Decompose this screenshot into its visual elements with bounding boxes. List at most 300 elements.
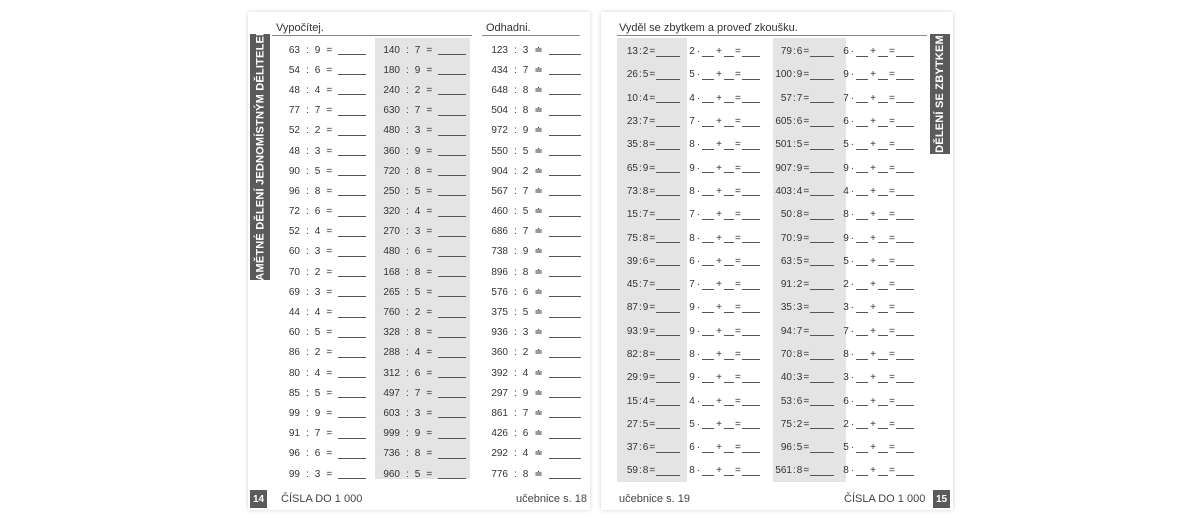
- answer-blank: [656, 466, 680, 476]
- check-blank: [878, 303, 888, 313]
- answer-blank: [656, 163, 680, 173]
- answer-blank: [656, 233, 680, 243]
- op-equals: =: [649, 139, 656, 151]
- check-blank: [742, 210, 760, 220]
- op-equals: =: [649, 395, 656, 407]
- dividend: 720: [383, 165, 400, 177]
- op-divide: :: [406, 407, 409, 419]
- divisor: 9: [522, 125, 529, 137]
- op-equals: =: [803, 395, 810, 407]
- check-blank: [878, 396, 888, 406]
- op-divide: :: [306, 125, 309, 137]
- answer-blank: [656, 47, 680, 57]
- remainder-row: [773, 203, 914, 226]
- op-divide: :: [639, 185, 642, 197]
- op-equals: =: [803, 325, 810, 337]
- exercise-row: [278, 222, 366, 242]
- op-divide: :: [793, 232, 796, 244]
- dividend: 99: [288, 468, 300, 480]
- exercise-row: [378, 424, 466, 444]
- answer-blank: [549, 166, 581, 176]
- answer-blank: [656, 140, 680, 150]
- remainder-row: [619, 413, 760, 436]
- answer-blank: [810, 303, 834, 313]
- remainder-row: [773, 320, 914, 343]
- dividend: 77: [288, 105, 300, 117]
- exercise-row: [378, 242, 466, 262]
- op-divide: :: [406, 327, 409, 339]
- divisor: 5: [414, 286, 421, 298]
- divisor: 9: [522, 246, 529, 258]
- op-plus: +: [870, 92, 876, 104]
- dividend: 69: [288, 286, 300, 298]
- op-multiply: ·: [850, 46, 855, 58]
- op-equals: ≐: [534, 246, 543, 258]
- op-equals: =: [649, 325, 656, 337]
- op-equals: =: [326, 206, 333, 218]
- op-multiply: ·: [696, 465, 701, 477]
- op-equals: =: [426, 367, 433, 379]
- check-divisor: 7: [689, 209, 695, 221]
- divisor: 9: [642, 325, 649, 337]
- answer-blank: [549, 126, 581, 136]
- op-divide: :: [406, 367, 409, 379]
- check-blank: [702, 326, 714, 336]
- exercise-row: [378, 101, 466, 121]
- divisor: 8: [414, 266, 421, 278]
- divisor: 3: [522, 327, 529, 339]
- op-equals: ≐: [534, 206, 543, 218]
- divisor: 7: [642, 116, 649, 128]
- check-blank: [724, 117, 734, 127]
- op-plus: +: [870, 279, 876, 291]
- remainder-row: [619, 180, 760, 203]
- check-blank: [742, 350, 760, 360]
- check-divisor: 6: [843, 46, 849, 58]
- dividend: 738: [491, 246, 508, 258]
- op-plus: +: [716, 325, 722, 337]
- op-divide: :: [306, 367, 309, 379]
- op-divide: :: [406, 44, 409, 56]
- op-divide: :: [406, 347, 409, 359]
- op-divide: :: [793, 46, 796, 58]
- exercise-row: [378, 383, 466, 403]
- op-equals: =: [326, 145, 333, 157]
- divisor: 5: [522, 145, 529, 157]
- exercise-row: [278, 181, 366, 201]
- op-equals: =: [734, 395, 741, 407]
- exercise-row: [278, 242, 366, 262]
- answer-blank: [338, 65, 366, 75]
- check-blank: [878, 186, 888, 196]
- op-equals: =: [803, 279, 810, 291]
- divisor: 7: [522, 226, 529, 238]
- answer-blank: [438, 408, 466, 418]
- divisor: 2: [642, 46, 649, 58]
- op-divide: :: [514, 266, 517, 278]
- check-blank: [856, 117, 868, 127]
- dividend: 53: [780, 395, 792, 407]
- instruction-calculate: Vypočítej.: [276, 22, 324, 34]
- divisor: 4: [314, 307, 321, 319]
- check-blank: [896, 186, 914, 196]
- op-equals: =: [888, 162, 895, 174]
- exercise-row: [378, 80, 466, 100]
- remainder-row: [773, 87, 914, 110]
- check-divisor: 4: [689, 395, 695, 407]
- op-equals: =: [426, 307, 433, 319]
- op-equals: =: [426, 206, 433, 218]
- answer-blank: [549, 247, 581, 257]
- remainder-row: [773, 156, 914, 179]
- answer-blank: [338, 408, 366, 418]
- op-equals: =: [426, 327, 433, 339]
- check-blank: [856, 350, 868, 360]
- op-equals: =: [803, 372, 810, 384]
- instruction-estimate: Odhadni.: [486, 22, 531, 34]
- answer-blank: [810, 326, 834, 336]
- op-equals: =: [803, 92, 810, 104]
- check-blank: [856, 140, 868, 150]
- exercise-row: [378, 262, 466, 282]
- divisor: 5: [522, 206, 529, 218]
- instruction-divide-remainder: Vyděl se zbytkem a proveď zkoušku.: [619, 22, 798, 34]
- check-blank: [724, 466, 734, 476]
- check-divisor: 6: [689, 442, 695, 454]
- exercise-row: [486, 121, 581, 141]
- op-divide: :: [406, 468, 409, 480]
- answer-blank: [438, 247, 466, 257]
- check-blank: [702, 280, 714, 290]
- dividend: 776: [491, 468, 508, 480]
- divisor: 3: [414, 226, 421, 238]
- op-plus: +: [716, 442, 722, 454]
- op-divide: :: [514, 226, 517, 238]
- op-divide: :: [306, 44, 309, 56]
- check-blank: [856, 93, 868, 103]
- op-multiply: ·: [696, 442, 701, 454]
- op-divide: :: [793, 162, 796, 174]
- op-equals: =: [803, 349, 810, 360]
- op-plus: +: [716, 279, 722, 291]
- divisor: 8: [522, 468, 529, 480]
- op-equals: =: [326, 84, 333, 96]
- op-divide: :: [639, 139, 642, 151]
- dividend: 70: [288, 266, 300, 278]
- check-blank: [856, 233, 868, 243]
- op-multiply: ·: [696, 232, 701, 244]
- check-blank: [742, 117, 760, 127]
- divisor: 3: [314, 246, 321, 258]
- answer-blank: [338, 207, 366, 217]
- op-equals: =: [649, 209, 656, 221]
- dividend: 960: [383, 468, 400, 480]
- op-divide: :: [406, 266, 409, 278]
- answer-blank: [656, 280, 680, 290]
- op-equals: =: [649, 162, 656, 174]
- answer-blank: [549, 65, 581, 75]
- op-equals: =: [734, 209, 741, 221]
- op-divide: :: [514, 125, 517, 137]
- check-blank: [742, 396, 760, 406]
- dividend: 292: [491, 448, 508, 460]
- remainder-row: [619, 226, 760, 249]
- op-divide: :: [306, 448, 309, 460]
- dividend: 360: [383, 145, 400, 157]
- op-plus: +: [716, 162, 722, 174]
- check-divisor: 8: [689, 185, 695, 197]
- dividend: 936: [491, 327, 508, 339]
- answer-blank: [549, 308, 581, 318]
- divisor: 9: [314, 44, 321, 56]
- op-plus: +: [870, 139, 876, 151]
- exercise-row: [378, 60, 466, 80]
- check-blank: [856, 280, 868, 290]
- divisor: 8: [522, 105, 529, 117]
- divisor: 4: [314, 226, 321, 238]
- check-blank: [742, 303, 760, 313]
- op-equals: =: [888, 465, 895, 477]
- dividend: 392: [491, 367, 508, 379]
- divisor: 4: [796, 185, 803, 197]
- check-blank: [702, 233, 714, 243]
- exercise-row: [278, 121, 366, 141]
- op-equals: =: [734, 325, 741, 337]
- op-equals: =: [734, 279, 741, 291]
- check-blank: [878, 47, 888, 57]
- divisor: 7: [314, 428, 321, 440]
- remainder-row: [773, 250, 914, 273]
- op-equals: ≐: [534, 307, 543, 319]
- op-multiply: ·: [696, 418, 701, 430]
- dividend: 79: [780, 46, 792, 58]
- dividend: 360: [491, 347, 508, 359]
- answer-blank: [810, 373, 834, 383]
- answer-blank: [810, 70, 834, 80]
- op-divide: :: [514, 206, 517, 218]
- dividend: 91: [288, 428, 300, 440]
- footer-textbook-ref: učebnice s. 19: [619, 493, 690, 505]
- divisor: 5: [796, 442, 803, 454]
- op-divide: :: [306, 105, 309, 117]
- remainder-column-left: [619, 40, 760, 483]
- dividend: 123: [491, 44, 508, 56]
- op-multiply: ·: [850, 302, 855, 314]
- answer-blank: [438, 287, 466, 297]
- divisor: 4: [642, 92, 649, 104]
- op-divide: :: [793, 209, 796, 221]
- op-divide: :: [639, 232, 642, 244]
- dividend: 686: [491, 226, 508, 238]
- answer-blank: [438, 368, 466, 378]
- op-divide: :: [639, 395, 642, 407]
- divisor: 5: [796, 139, 803, 151]
- answer-blank: [549, 287, 581, 297]
- check-divisor: 8: [689, 232, 695, 244]
- check-blank: [702, 419, 714, 429]
- op-multiply: ·: [850, 116, 855, 128]
- check-divisor: 9: [843, 69, 849, 81]
- dividend: 328: [383, 327, 400, 339]
- remainder-row: [619, 110, 760, 133]
- header-rule: [617, 35, 927, 36]
- op-equals: =: [426, 266, 433, 278]
- answer-blank: [656, 350, 680, 360]
- divisor: 3: [314, 145, 321, 157]
- op-divide: :: [793, 395, 796, 407]
- remainder-row: [773, 413, 914, 436]
- answer-blank: [549, 328, 581, 338]
- op-divide: :: [793, 92, 796, 104]
- op-divide: :: [306, 226, 309, 238]
- op-divide: :: [406, 387, 409, 399]
- check-blank: [878, 70, 888, 80]
- answer-blank: [656, 93, 680, 103]
- op-divide: :: [514, 64, 517, 76]
- divisor: 9: [414, 428, 421, 440]
- dividend: 80: [288, 367, 300, 379]
- dividend: 86: [288, 347, 300, 359]
- check-divisor: 7: [843, 325, 849, 337]
- answer-blank: [438, 166, 466, 176]
- op-equals: =: [326, 428, 333, 440]
- answer-blank: [338, 85, 366, 95]
- op-equals: =: [888, 92, 895, 104]
- check-divisor: 6: [843, 395, 849, 407]
- dividend: 40: [780, 372, 792, 384]
- exercise-row: [278, 262, 366, 282]
- exercise-row: [486, 424, 581, 444]
- divisor: 4: [314, 84, 321, 96]
- answer-blank: [438, 85, 466, 95]
- op-equals: =: [649, 349, 656, 360]
- op-divide: :: [514, 84, 517, 96]
- op-equals: =: [803, 162, 810, 174]
- divisor: 8: [796, 349, 803, 360]
- exercise-row: [278, 444, 366, 464]
- dividend: 426: [491, 428, 508, 440]
- check-divisor: 9: [843, 162, 849, 174]
- divisor: 5: [314, 387, 321, 399]
- answer-blank: [656, 326, 680, 336]
- sidebar-topic-15: [930, 34, 950, 154]
- check-blank: [742, 419, 760, 429]
- check-blank: [856, 326, 868, 336]
- answer-blank: [810, 117, 834, 127]
- op-equals: =: [734, 349, 741, 360]
- check-blank: [878, 443, 888, 453]
- check-divisor: 5: [689, 418, 695, 430]
- answer-blank: [656, 396, 680, 406]
- op-equals: =: [734, 442, 741, 454]
- check-divisor: 9: [689, 325, 695, 337]
- dividend: 140: [383, 44, 400, 56]
- op-equals: =: [803, 116, 810, 128]
- exercise-row: [486, 444, 581, 464]
- header-rule: [482, 35, 580, 36]
- answer-blank: [338, 106, 366, 116]
- check-blank: [896, 47, 914, 57]
- divisor: 5: [314, 165, 321, 177]
- op-equals: =: [649, 372, 656, 384]
- divisor: 3: [414, 407, 421, 419]
- op-equals: =: [888, 395, 895, 407]
- check-blank: [878, 326, 888, 336]
- footer-chapter: ČÍSLA DO 1 000: [281, 493, 363, 505]
- exercise-row: [278, 302, 366, 322]
- dividend: 70: [780, 349, 792, 360]
- check-blank: [724, 303, 734, 313]
- check-blank: [896, 140, 914, 150]
- check-divisor: 5: [689, 69, 695, 81]
- exercise-row: [278, 464, 366, 484]
- op-divide: :: [406, 226, 409, 238]
- divisor: 3: [314, 468, 321, 480]
- answer-blank: [338, 166, 366, 176]
- op-equals: =: [326, 286, 333, 298]
- op-equals: =: [649, 279, 656, 291]
- exercise-row: [486, 181, 581, 201]
- dividend: 82: [626, 349, 638, 360]
- answer-blank: [549, 408, 581, 418]
- dividend: 39: [626, 255, 638, 267]
- dividend: 561: [775, 465, 792, 477]
- op-equals: ≐: [534, 448, 543, 460]
- answer-blank: [656, 186, 680, 196]
- check-divisor: 2: [843, 279, 849, 291]
- exercise-row: [378, 444, 466, 464]
- op-equals: =: [888, 209, 895, 221]
- answer-blank: [810, 210, 834, 220]
- exercise-row: [486, 161, 581, 181]
- check-blank: [702, 303, 714, 313]
- exercise-row: [486, 323, 581, 343]
- dividend: 250: [383, 185, 400, 197]
- op-divide: :: [793, 372, 796, 384]
- op-multiply: ·: [696, 302, 701, 314]
- op-divide: :: [514, 367, 517, 379]
- divisor: 9: [642, 302, 649, 314]
- dividend: 52: [288, 226, 300, 238]
- check-blank: [724, 163, 734, 173]
- op-multiply: ·: [696, 325, 701, 337]
- exercise-row: [486, 302, 581, 322]
- dividend: 85: [288, 387, 300, 399]
- answer-blank: [338, 186, 366, 196]
- divisor: 7: [796, 92, 803, 104]
- op-equals: =: [326, 367, 333, 379]
- answer-blank: [549, 429, 581, 439]
- check-divisor: 8: [689, 465, 695, 477]
- op-multiply: ·: [696, 209, 701, 221]
- exercise-row: [278, 80, 366, 100]
- check-blank: [724, 140, 734, 150]
- op-multiply: ·: [850, 69, 855, 81]
- check-blank: [742, 256, 760, 266]
- divisor: 5: [314, 327, 321, 339]
- divisor: 5: [642, 69, 649, 81]
- check-blank: [856, 186, 868, 196]
- check-blank: [856, 419, 868, 429]
- answer-blank: [338, 348, 366, 358]
- check-blank: [702, 93, 714, 103]
- remainder-row: [619, 250, 760, 273]
- divisor: 2: [414, 84, 421, 96]
- op-equals: =: [888, 232, 895, 244]
- op-equals: =: [326, 44, 333, 56]
- op-plus: +: [716, 395, 722, 407]
- check-blank: [896, 70, 914, 80]
